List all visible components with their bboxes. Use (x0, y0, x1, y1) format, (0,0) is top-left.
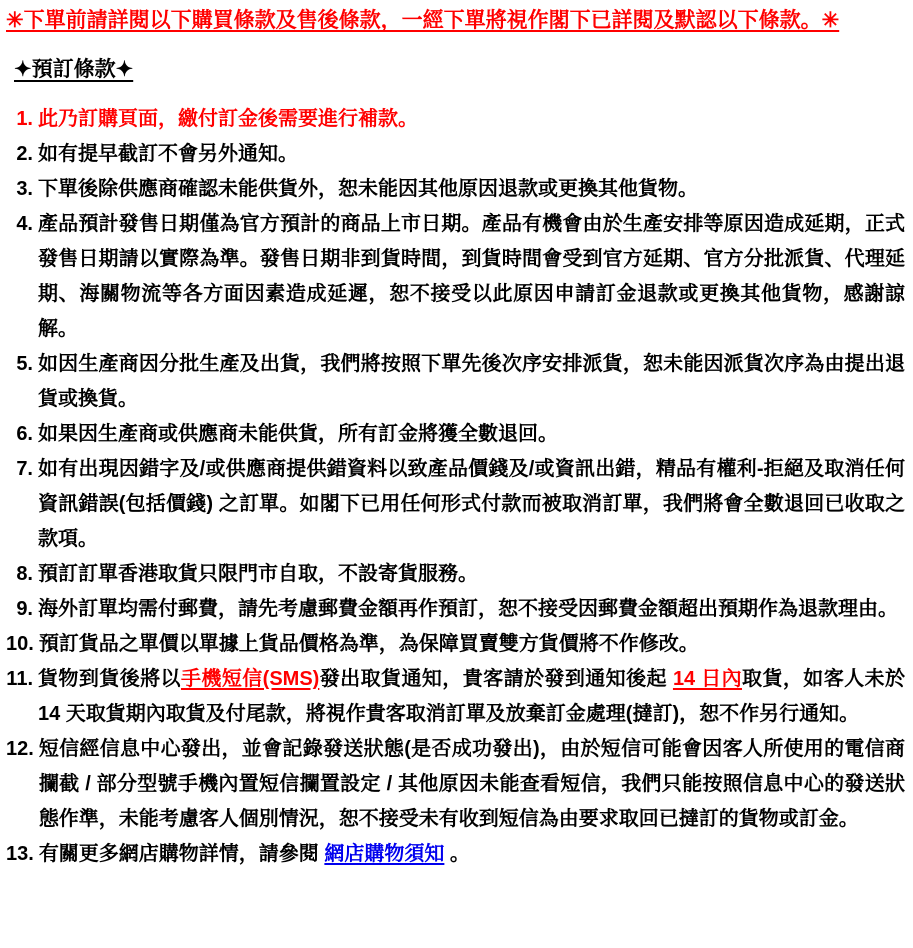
term-text-segment-black: 如果因生產商或供應商未能供貨，所有訂金將獲全數退回。 (38, 423, 558, 445)
term-number: 13. (6, 843, 34, 865)
term-number: 6. (16, 423, 33, 445)
term-number: 12. (6, 738, 34, 760)
term-item (6, 347, 905, 417)
term-number: 2. (16, 143, 33, 165)
term-text-segment-black: 如有提早截訂不會另外通知。 (38, 143, 298, 165)
term-number: 3. (16, 178, 33, 200)
term-item (6, 732, 905, 837)
term-item (6, 592, 905, 627)
term-text-segment-redline: 手機短信(SMS) (180, 668, 320, 690)
term-text-segment-black: 短信經信息中心發出，並會記錄發送狀態(是否成功發出)，由於短信可能會因客人所使用的電信商攔截 / 部分型號手機內置短信攔置設定 / 其他原因未能查看短信，我們只能按照信息中心的發送狀態作準，未能考慮客人個別情況，恕不接受未有收到短信為由要求取回已撻訂的貨物或訂金。 (38, 738, 905, 830)
term-text (38, 137, 905, 172)
term-text-segment-black: 產品預計發售日期僅為官方預計的商品上市日期。產品有機會由於生產安排等原因造成延期，正式發售日期請以實際為準。發售日期非到貨時間，到貨時間會受到官方延期、官方分批派貨、代理延期、海關物流等各方面因素造成延遲，恕不接受以此原因申請訂金退款或更換其他貨物，感謝諒解。 (38, 213, 905, 340)
term-item (6, 662, 905, 732)
term-item (6, 102, 905, 137)
term-text (39, 627, 905, 662)
term-number: 10. (6, 633, 34, 655)
term-text-segment-red: 此乃訂購頁面，繳付訂金後需要進行補款。 (38, 108, 418, 130)
term-item (6, 837, 905, 872)
term-number: 7. (16, 458, 33, 480)
term-number: 4. (16, 213, 33, 235)
term-text-segment-black: 下單後除供應商確認未能供貨外，恕未能因其他原因退款或更換其他貨物。 (38, 178, 698, 200)
term-text (38, 417, 905, 452)
term-text (38, 172, 905, 207)
term-number: 8. (16, 563, 33, 585)
section-title-pre-order-terms: ✦預訂條款✦ (14, 58, 134, 81)
term-text-segment-redline: 14 日內 (672, 668, 743, 690)
term-item (6, 452, 905, 557)
term-text-segment-black: 發出取貨通知，貴客請於發到通知後起 (319, 668, 673, 690)
term-item (6, 137, 905, 172)
term-text-segment-black: 貨物到貨後將以 (38, 668, 181, 690)
term-text (38, 557, 905, 592)
store-shopping-notice-link[interactable]: 網店購物須知 (324, 843, 445, 865)
term-text (38, 347, 905, 417)
term-text (38, 452, 905, 557)
term-text-segment-black: 有關更多網店購物詳情，請參閱 (38, 843, 325, 865)
term-text-segment-black: 。 (444, 843, 470, 865)
term-text-segment-black: 如因生產商因分批生產及出貨，我們將按照下單先後次序安排派貨，恕未能因派貨次序為由提出退貨或換貨。 (38, 353, 905, 410)
term-text (39, 732, 905, 837)
term-text (38, 207, 905, 347)
term-text (38, 102, 905, 137)
term-text-segment-black: 預訂貨品之單價以單據上貨品價格為準，為保障買賣雙方貨價將不作修改。 (38, 633, 699, 655)
term-text (38, 662, 905, 732)
term-item (6, 417, 905, 452)
term-text-segment-black: 取貨，如客人未於 14 天取貨期內取貨及付尾款，將視作貴客取消訂單及放棄訂金處理(撻訂)，恕不作另行通知。 (38, 668, 905, 725)
term-item (6, 207, 905, 347)
term-number: 1. (16, 108, 33, 130)
term-text-segment-black: 如有出現因錯字及/或供應商提供錯資料以致產品價錢及/或資訊出錯，精品有權利-拒絕及取消任何資訊錯誤(包括價錢) 之訂單。如閣下已用任何形式付款而被取消訂單，我們將會全數退回已收取之款項。 (38, 458, 905, 550)
term-number: 9. (16, 598, 33, 620)
term-number: 5. (16, 353, 33, 375)
terms-list (6, 102, 905, 872)
term-text (38, 592, 905, 627)
term-item (6, 627, 905, 662)
pre-order-warning-banner: ✳下單前請詳閱以下購買條款及售後條款，一經下單將視作閣下已詳閱及默認以下條款。✳ (6, 9, 840, 32)
term-text (39, 837, 905, 872)
term-item (6, 557, 905, 592)
term-number: 11. (6, 668, 33, 690)
term-item (6, 172, 905, 207)
term-text-segment-black: 預訂訂單香港取貨只限門市自取，不設寄貨服務。 (38, 563, 478, 585)
term-text-segment-black: 海外訂單均需付郵費，請先考慮郵費金額再作預訂，恕不接受因郵費金額超出預期作為退款理由。 (38, 598, 898, 620)
